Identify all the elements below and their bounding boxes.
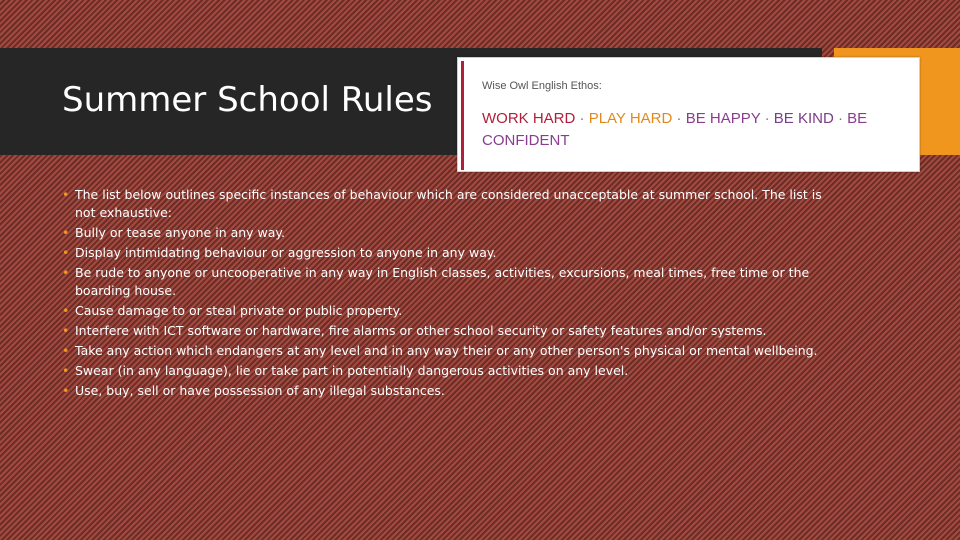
ethos-separator: ·: [833, 110, 848, 127]
bullet-icon: •: [62, 383, 70, 398]
ethos-value: WORK HARD: [482, 110, 576, 127]
rule-text: Be rude to anyone or uncooperative in any way in English classes, activities, excursions, meal times, free time or the boarding house.: [75, 265, 810, 298]
rule-item: [62, 264, 822, 300]
bullet-icon: •: [62, 225, 70, 240]
ethos-accent-bar: [461, 61, 464, 170]
rule-text: Bully or tease anyone in any way.: [75, 225, 286, 240]
bullet-icon: •: [62, 323, 70, 338]
bullet-icon: •: [62, 363, 70, 378]
bullet-icon: •: [62, 303, 70, 318]
bullet-icon: •: [62, 245, 70, 260]
ethos-value: BE CONFIDENT: [482, 110, 868, 149]
bullet-icon: •: [62, 265, 70, 280]
rule-item: [62, 224, 822, 242]
rule-item: [62, 362, 822, 380]
ethos-separator: ·: [672, 110, 686, 127]
ethos-separator: ·: [575, 110, 589, 127]
ethos-value: PLAY HARD: [588, 110, 673, 127]
ethos-value: BE HAPPY: [685, 110, 761, 127]
slide-title: Summer School Rules: [62, 80, 433, 120]
ethos-label: Wise Owl English Ethos:: [482, 80, 602, 92]
bullet-icon: •: [62, 343, 70, 358]
rule-item: [62, 322, 822, 340]
rule-item: [62, 342, 822, 360]
rule-text: Cause damage to or steal private or public property.: [75, 303, 403, 318]
ethos-values: [482, 108, 902, 152]
bullet-icon: •: [62, 187, 70, 202]
rule-text: Interfere with ICT software or hardware, fire alarms or other school security or safety features and/or systems.: [75, 323, 767, 338]
ethos-image: [457, 57, 920, 172]
rule-text: The list below outlines specific instances of behaviour which are considered unacceptable at summer school. The list is not exhaustive:: [75, 187, 822, 220]
rule-item: [62, 302, 822, 320]
ethos-value: BE KIND: [773, 110, 834, 127]
rule-text: Take any action which endangers at any level and in any way their or any other person's physical or mental wellbeing.: [75, 343, 818, 358]
rule-text: Swear (in any language), lie or take part in potentially dangerous activities on any level.: [75, 363, 629, 378]
ethos-separator: ·: [760, 110, 774, 127]
rule-item: [62, 244, 822, 262]
rule-text: Display intimidating behaviour or aggression to anyone in any way.: [75, 245, 497, 260]
rule-item: [62, 186, 822, 222]
rule-item: [62, 382, 822, 400]
rules-list: [62, 186, 822, 402]
rule-text: Use, buy, sell or have possession of any illegal substances.: [75, 383, 445, 398]
